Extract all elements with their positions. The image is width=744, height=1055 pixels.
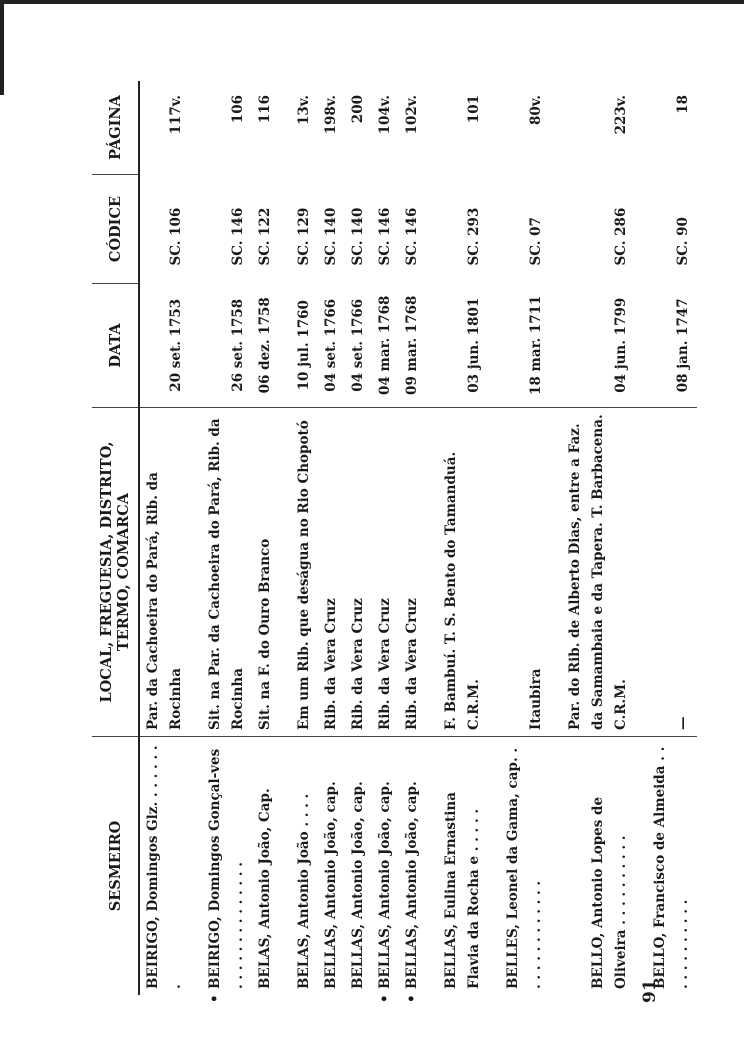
- header-local: LOCAL, FREGUESIA, DISTRITO, TERMO, COMARCA: [92, 408, 139, 737]
- cell-data: 04 set. 1766: [323, 298, 339, 392]
- cell-codice: SC. 146: [404, 207, 420, 266]
- cell-semeiro: •BELLAS, Antonio João, cap.: [404, 781, 420, 1003]
- cell-pagina: 198v.: [323, 95, 339, 135]
- cell-local: Sit. na F. do Ouro Branco: [252, 408, 279, 737]
- table-row: [635, 81, 697, 995]
- rotated-table-block: [92, 95, 691, 1003]
- cell-pagina: 106: [230, 95, 246, 124]
- cell-codice: SC. 140: [350, 207, 366, 266]
- cell-codice: SC. 07: [528, 217, 544, 266]
- cell-data: 20 set. 1753: [168, 298, 184, 392]
- cell-local: Par. da Cachoeira do Pará, Rib. da Rocinha: [139, 408, 190, 737]
- cell-semeiro-text: BELLES, Leonel da Gama, cap. . . . . . . . . . . . . .: [505, 747, 544, 989]
- table-row: [252, 81, 279, 995]
- cell-pagina: 117v.: [168, 95, 184, 135]
- top-edge-shadow: [0, 0, 744, 4]
- cell-semeiro-text: BELAS, Antonio João, Cap.: [257, 788, 273, 989]
- table-row: [372, 81, 399, 995]
- cell-pagina: 223v.: [613, 95, 629, 135]
- header-codice: CÓDICE: [92, 175, 139, 284]
- cell-codice: SC. 122: [257, 207, 273, 266]
- header-pagina: PÁGINA: [92, 81, 139, 175]
- cell-codice: SC. 146: [377, 207, 393, 266]
- cell-pagina: 102v.: [404, 95, 420, 135]
- cell-semeiro-text: BELAS, Antonio João . . . .: [296, 793, 312, 989]
- cell-pagina: 13v.: [296, 95, 312, 125]
- cell-pagina: 18: [675, 95, 691, 114]
- table-row: [279, 81, 318, 995]
- table-row: [139, 81, 190, 995]
- cell-data: 03 jun. 1801: [466, 297, 482, 393]
- cell-semeiro: [635, 737, 697, 996]
- cell-data: 04 set. 1766: [350, 298, 366, 392]
- cell-semeiro: [426, 737, 488, 996]
- cell-codice: SC. 140: [323, 207, 339, 266]
- table-row: [190, 81, 252, 995]
- cell-local: —: [635, 408, 697, 737]
- cell-pagina: 80v.: [528, 95, 544, 125]
- cell-data: 08 jan. 1747: [675, 298, 691, 393]
- cell-semeiro: [550, 737, 635, 996]
- cell-data: 26 set. 1758: [230, 298, 246, 392]
- table-row: [426, 81, 488, 995]
- header-data: DATA: [92, 284, 139, 408]
- sesmarias-table: [92, 81, 697, 1003]
- cell-data: 10 jul. 1760: [296, 300, 312, 391]
- cell-codice: SC. 293: [466, 207, 482, 266]
- cell-local: Rib. da Vera Cruz: [345, 408, 372, 737]
- cell-codice: SC. 129: [296, 207, 312, 266]
- page-number: 91: [640, 979, 660, 1003]
- cell-codice: SC. 286: [613, 207, 629, 266]
- cell-semeiro-text: BELLAS, Antonio João, cap.: [404, 781, 420, 989]
- cell-pagina: 104v.: [377, 95, 393, 135]
- cell-local: Em um Rib. que deságua no Rio Chopotó: [279, 408, 318, 737]
- cell-semeiro: [488, 737, 550, 996]
- table-row: [550, 81, 635, 995]
- cell-semeiro-text: BELLAS, Antonio João, cap.: [377, 781, 393, 989]
- cell-local: Rib. da Vera Cruz: [372, 408, 399, 737]
- cell-pagina: 200: [350, 95, 366, 124]
- header-row: [92, 81, 139, 995]
- cell-semeiro-text: BEIRIGO, Domingos Gonçal-ves . . . . . . . . . . . . . .: [207, 748, 246, 989]
- cell-data: 06 dez. 1758: [257, 297, 273, 394]
- cell-local: Rib. da Vera Cruz: [318, 408, 345, 737]
- cell-semeiro: [345, 737, 372, 996]
- cell-local: Par. do Rib. de Alberto Dias, entre a Faz. da Samambaia e da Tapera. T. Barbacena. C.R.M.: [550, 408, 635, 737]
- cell-data: 04 jun. 1799: [613, 297, 629, 393]
- cell-data: 09 mar. 1768: [404, 295, 420, 395]
- table-body: [139, 81, 697, 1003]
- cell-codice: SC. 106: [168, 207, 184, 266]
- cell-semeiro: [252, 737, 279, 996]
- cell-local: Rib. da Vera Cruz: [399, 408, 426, 737]
- cell-semeiro: •BELLAS, Antonio João, cap.: [377, 781, 393, 1003]
- cell-data: 18 mar. 1711: [528, 295, 544, 395]
- cell-data: 04 mar. 1768: [377, 295, 393, 395]
- table-row: [488, 81, 550, 995]
- table-row: [318, 81, 345, 995]
- cell-local: Itaubira: [488, 408, 550, 737]
- cell-semeiro: [318, 737, 345, 996]
- cell-pagina: 101: [466, 95, 482, 124]
- cell-semeiro: [279, 737, 318, 996]
- cell-semeiro-text: BELLO, Antonio Lopes de Oliveira . . . . . . . . . .: [590, 796, 629, 989]
- cell-semeiro-text: BELLAS, Antonio João, cap.: [323, 781, 339, 989]
- cell-local: F. Bambuí. T. S. Bento do Tamanduá. C.R.M.: [426, 408, 488, 737]
- cell-semeiro: [139, 737, 190, 996]
- left-edge-shadow: [0, 0, 4, 95]
- cell-codice: SC. 146: [230, 207, 246, 266]
- cell-semeiro-text: BELLAS, Eulina Ernastina Flavia da Rocha e . . . . .: [443, 792, 482, 989]
- table-row: [345, 81, 372, 995]
- header-semeiro: SESMEIRO: [92, 737, 139, 996]
- table-row: [399, 81, 426, 995]
- table-header: [92, 81, 139, 995]
- cell-local: Sit. na Par. da Cachoeira do Pará, Rib. da Rocinha: [190, 408, 252, 737]
- cell-codice: SC. 90: [675, 217, 691, 266]
- cell-semeiro-text: BELLAS, Antonio João, cap.: [350, 781, 366, 989]
- cell-semeiro-text: BELLO, Francisco de Almeida . . . . . . . . . . . .: [652, 746, 691, 989]
- cell-semeiro: •BEIRIGO, Domingos Gonçal-ves . . . . . . . . . . . . . .: [207, 748, 246, 1003]
- cell-pagina: 116: [257, 95, 273, 124]
- cell-semeiro-text: BEIRIGO, Domingos Glz. . . . . . . .: [145, 745, 184, 989]
